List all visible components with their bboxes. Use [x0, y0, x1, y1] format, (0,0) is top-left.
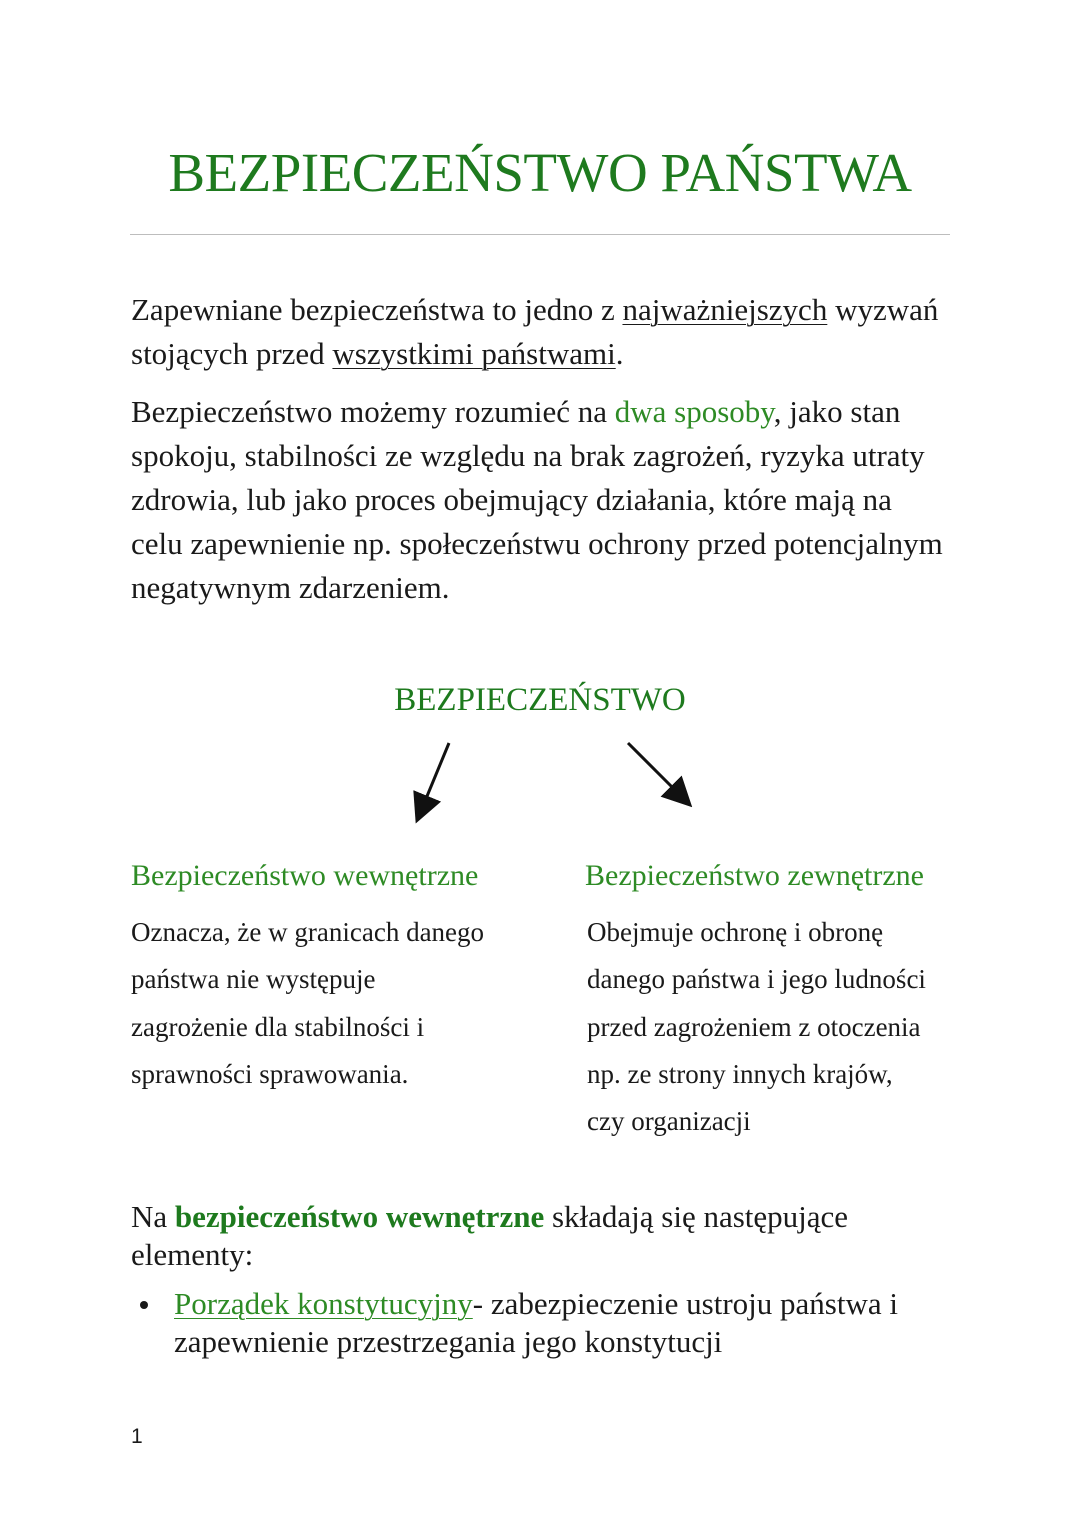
description-line: państwa nie występuje	[131, 964, 376, 995]
description-line: Oznacza, że w granicach danego	[131, 917, 485, 947]
arrow-left	[418, 743, 449, 818]
description-line: sprawności sprawowania.	[131, 1058, 409, 1089]
arrow-right	[628, 743, 688, 803]
elements-list	[140, 1285, 940, 1361]
underlined-phrase: wszystkimi państwami	[332, 336, 616, 371]
intro-p2-text: , jako stan spokoju, stabilności ze względu na brak zagrożeń, ryzyka utraty zdrowia, lub jako proces obejmujący działania, które mają na celu zapewnienie np. społeczeństwu ochrony przed potencjalnym negatywnym zdarzeniem.	[131, 394, 943, 605]
section-text: Na	[131, 1199, 175, 1234]
list-item-text: - zabezpieczenie ustroju państwa i zapewnienie przestrzegania jego konstytucji	[174, 1286, 898, 1359]
internal-security-heading: Bezpieczeństwo wewnętrzne	[131, 859, 479, 892]
intro-p1-text: wyzwań stojących przed	[131, 292, 939, 371]
section-text: składają się następujące elementy:	[131, 1199, 849, 1272]
description-line: danego państwa i jego ludności	[587, 964, 926, 995]
section-bold-term: bezpieczeństwo wewnętrzne	[174, 1199, 545, 1234]
external-security-heading: Bezpieczeństwo zewnętrzne	[585, 859, 924, 892]
description-line: np. ze strony innych krajów,	[587, 1058, 893, 1089]
internal-security-description	[131, 909, 551, 1098]
page-title: BEZPIECZEŃSTWO PAŃSTWA	[168, 142, 912, 203]
page-number: 1	[131, 1425, 143, 1448]
underlined-phrase: najważniejszych	[622, 292, 828, 327]
bullet-icon	[140, 1301, 148, 1309]
intro-p2-text: Bezpieczeństwo możemy rozumieć na	[131, 394, 615, 429]
external-security-description	[587, 909, 987, 1145]
diagram-root-label: BEZPIECZEŃSTWO	[394, 682, 686, 718]
description-line: czy organizacji	[587, 1106, 751, 1137]
section-intro	[131, 1198, 951, 1274]
highlight-phrase: dwa sposoby	[614, 394, 774, 429]
term-link[interactable]: Porządek konstytucyjny	[174, 1286, 473, 1321]
description-line: zagrożenie dla stabilności i	[131, 1011, 425, 1042]
description-line: Obejmuje ochronę i obronę	[587, 917, 884, 947]
description-line: przed zagrożeniem z otoczenia	[587, 1011, 921, 1042]
intro-p1-text: .	[615, 336, 624, 371]
intro-p1-text: Zapewniane bezpieczeństwa to jedno z	[131, 292, 623, 327]
list-item	[140, 1285, 940, 1361]
